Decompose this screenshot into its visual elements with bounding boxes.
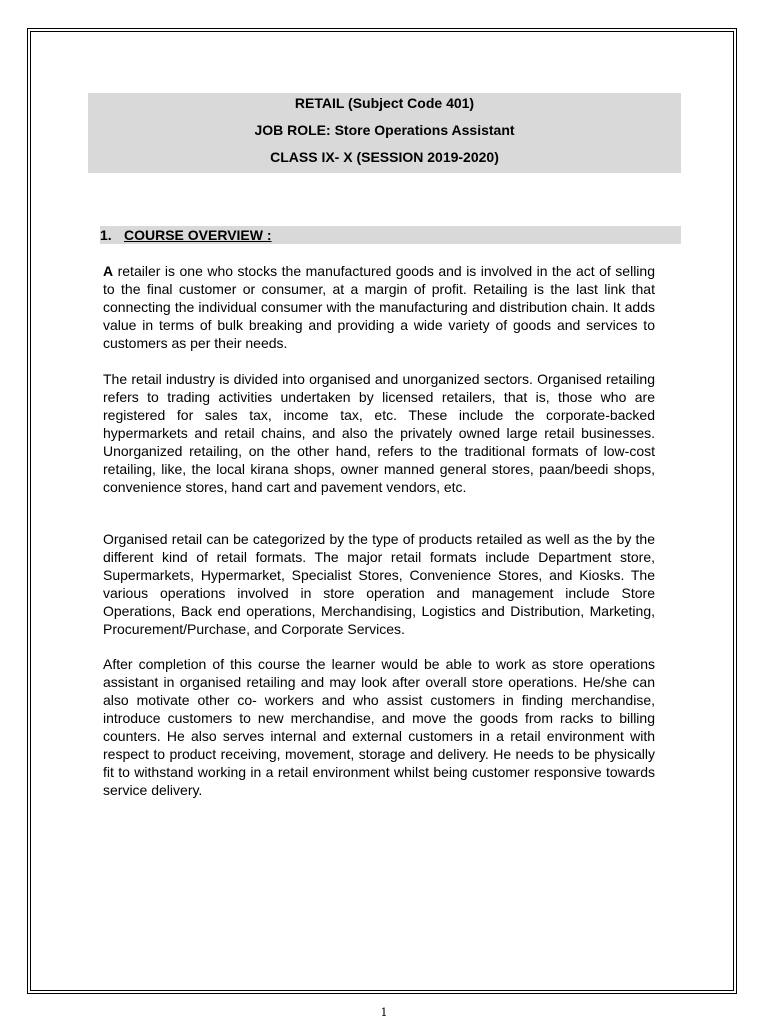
document-header — [88, 93, 681, 173]
section-number: 1. — [100, 227, 112, 243]
paragraph-2: The retail industry is divided into organised and unorganized sectors. Organised retailing refers to trading activities undertaken by licensed retailers, that is, those who are registered for sales tax, income tax, etc. These include the corporate-backed hypermarkets and retail chains, and also the privately owned large retail businesses. Unorganized retailing, on the other hand, refers to the traditional formats of low-cost retailing, like, the local kirana shops, owner manned general stores, paan/beedi shops, convenience stores, hand cart and pavement vendors, etc. — [103, 371, 655, 495]
subject-title: RETAIL (Subject Code 401) — [294, 95, 475, 111]
page-border — [30, 31, 734, 991]
section-title: COURSE OVERVIEW : — [124, 227, 272, 243]
paragraph-1 — [103, 262, 655, 352]
paragraph-3: Organised retail can be categorized by the type of products retailed as well as the by the different kind of retail formats. The major retail formats include Department store, Supermarkets, Hypermarket, Specialist Stores, Convenience Stores, and Kiosks. The various operations involved in store operation and management include Store Operations, Back end operations, Merchandising, Logistics and Distribution, Marketing, Procurement/Purchase, and Corporate Services. — [103, 531, 655, 637]
paragraph-1-body: retailer is one who stocks the manufactured goods and is involved in the act of selling to the final customer or consumer, at a margin of profit. Retailing is the last link that connecting the individual consumer with the manufacturing and distribution chain. It adds value in terms of bulk breaking and providing a wide variety of goods and services to customers as per their needs. — [103, 263, 655, 351]
page-number: 1 — [380, 1006, 388, 1019]
paragraph-1-lead: A — [103, 263, 114, 279]
section-heading — [100, 226, 681, 244]
paragraph-4: After completion of this course the learner would be able to work as store operations assistant in organised retailing and may look after overall store operations. He/she can also motivate other co- workers and who assist customers in finding merchandise, introduce customers to new merchandise, and move the goods from racks to billing counters. He also serves internal and external customers in a retail environment with respect to product receiving, movement, storage and delivery. He needs to be physically fit to withstand working in a retail environment whilst being customer responsive towards service delivery. — [103, 656, 655, 798]
class-session-title: CLASS IX- X (SESSION 2019-2020) — [270, 149, 499, 165]
job-role-title: JOB ROLE: Store Operations Assistant — [254, 122, 515, 138]
